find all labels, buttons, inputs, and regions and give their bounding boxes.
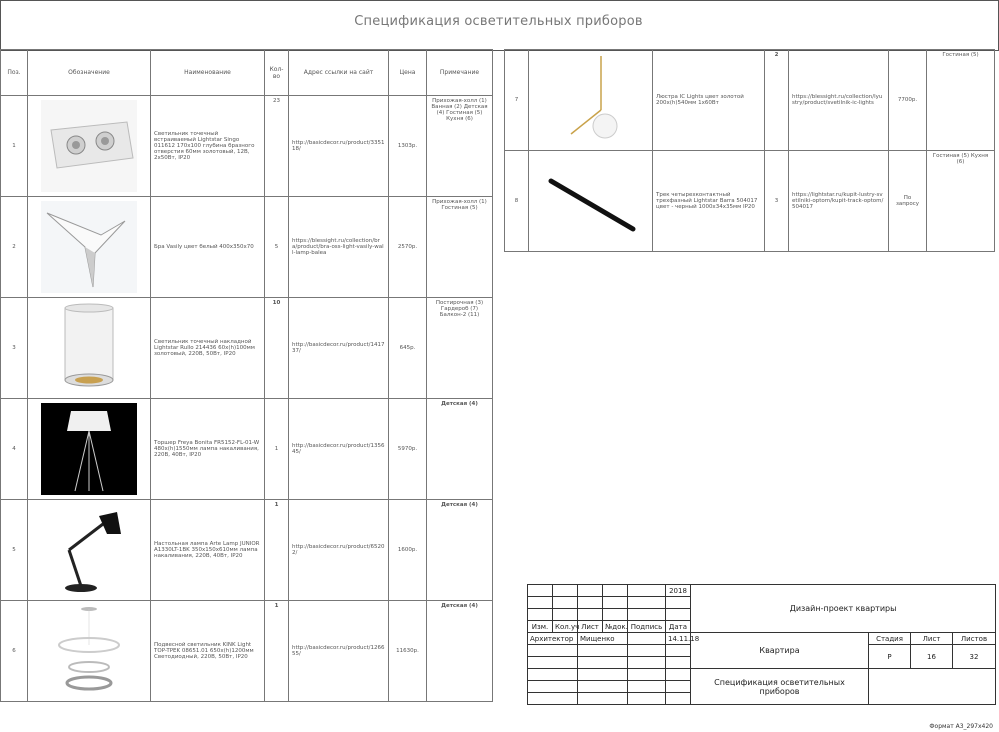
product-image-pendant-rings [28, 601, 151, 702]
row-pos: 3 [1, 298, 28, 399]
cylinder-lamp-image [41, 302, 137, 394]
row-note: Детская (4) [427, 601, 493, 702]
row-note: Детская (4) [427, 500, 493, 601]
stamp-label-list: Лист [578, 621, 603, 633]
row-pos: 4 [1, 399, 28, 500]
row-qty: 1 [265, 399, 289, 500]
stamp-label-izm: Изм. [528, 621, 553, 633]
stamp-sheets-label: Листов [953, 633, 996, 645]
product-image-track [529, 151, 653, 252]
product-image-floor-lamp [28, 399, 151, 500]
downlight-image [41, 100, 137, 192]
row-pos: 6 [1, 601, 28, 702]
product-image-ceiling-cylinder [28, 298, 151, 399]
row-qty: 10 [265, 298, 289, 399]
title-block [527, 584, 996, 705]
stamp-date: 14.11.18 [666, 633, 691, 645]
row-note: Гостиная (5) [927, 50, 995, 151]
row-qty: 1 [265, 500, 289, 601]
stamp-label-podpis: Подпись [628, 621, 666, 633]
header-note: Примечание [427, 50, 493, 96]
row-note: Постирочная (3) Гардероб (7) Балкон-2 (11) [427, 298, 493, 399]
stamp-project: Дизайн-проект квартиры [691, 585, 996, 633]
row-price: 5970р. [389, 399, 427, 500]
row-note: Детская (4) [427, 399, 493, 500]
table-row [1, 96, 493, 197]
row-price: 1303р. [389, 96, 427, 197]
table-row [1, 500, 493, 601]
table-row [1, 601, 493, 702]
row-name: Бра Vasily цвет белый 400х350х70 [151, 197, 265, 298]
row-url[interactable]: https://blessight.ru/collection/lyustry/product/svetilnik-ic-lights [789, 50, 889, 151]
row-pos: 5 [1, 500, 28, 601]
header-url: Адрес ссылки на сайт [289, 50, 389, 96]
row-qty: 5 [265, 197, 289, 298]
row-note: Прихожая-холл (1) Гостиная (5) [427, 197, 493, 298]
ring-pendant-image [41, 605, 137, 697]
row-price: По запросу [889, 151, 927, 252]
row-name: Трек четырехконтактный трехфазный Lightstar Barra 504017 цвет - черный 1000х34х35мм IP20 [653, 151, 765, 252]
stamp-stage-label: Стадия [869, 633, 911, 645]
row-url[interactable]: http://basicdecor.ru/product/135645/ [289, 399, 389, 500]
product-image-wall-lamp [28, 197, 151, 298]
row-url[interactable]: http://basicdecor.ru/product/65202/ [289, 500, 389, 601]
globe-pendant-image [543, 54, 639, 146]
row-qty: 23 [265, 96, 289, 197]
table-header-row [1, 50, 493, 96]
header-qty: Кол-во [265, 50, 289, 96]
row-pos: 8 [505, 151, 529, 252]
track-rail-image [543, 155, 639, 247]
row-name: Настольная лампа Arte Lamp JUNIOR A1330LT-1BK 350х150х610мм лампа накаливания, 220В, 40Вт, IP20 [151, 500, 265, 601]
row-pos: 7 [505, 50, 529, 151]
header-image: Обозначение [28, 50, 151, 96]
row-name: Торшер Freya Bonita FR5152-FL-01-W 480х(h)1550мм лампа накаливания, 220В, 40Вт, IP20 [151, 399, 265, 500]
floor-lamp-image [41, 403, 137, 495]
table-row [505, 151, 995, 252]
row-price: 1600р. [389, 500, 427, 601]
stamp-sheets: 32 [953, 645, 996, 669]
table-row [1, 197, 493, 298]
row-pos: 2 [1, 197, 28, 298]
stamp-stage: Р [869, 645, 911, 669]
row-note: Прихожая-холл (1) Ванная (2) Детская (4) Гостиная (5) Кухня (6) [427, 96, 493, 197]
row-price: 7700р. [889, 50, 927, 151]
wall-lamp-image [41, 201, 137, 293]
desk-lamp-image [41, 504, 137, 596]
row-pos: 1 [1, 96, 28, 197]
page-title: Спецификация осветительных приборов [354, 14, 643, 29]
header-price: Цена [389, 50, 427, 96]
stamp-person: Мищенко [578, 633, 628, 645]
format-note: Формат А3_297х420 [929, 723, 993, 730]
stamp-role: Архитектор [528, 633, 578, 645]
row-note: Гостиная (5) Кухня (6) [927, 151, 995, 252]
product-image-desk-lamp [28, 500, 151, 601]
header-pos: Поз. [1, 50, 28, 96]
stamp-label-ndok: №док. [603, 621, 628, 633]
row-price: 645р. [389, 298, 427, 399]
stamp-sheet-title: Спецификация осветительных приборов [691, 669, 869, 705]
product-image-globe-pendant [529, 50, 653, 151]
row-price: 2570р. [389, 197, 427, 298]
spec-table-left [0, 49, 493, 702]
stamp-label-date: Дата [666, 621, 691, 633]
row-url[interactable]: https://blessight.ru/collection/bra/product/bra-oss-light-vasily-wall-lamp-balea [289, 197, 389, 298]
row-name: Подвесной светильник KINK Light TOP-TPEK 08651.01 650х(h)1200мм Светодиодный, 220В, 50Вт, IP20 [151, 601, 265, 702]
row-qty: 3 [765, 151, 789, 252]
stamp-sheet: 16 [911, 645, 953, 669]
table-row [1, 399, 493, 500]
stamp-object: Квартира [691, 633, 869, 669]
header-name: Наименование [151, 50, 265, 96]
stamp-sheet-label: Лист [911, 633, 953, 645]
row-name: Люстра IC Lights цвет золотой 200х(h)540мм 1х60Вт [653, 50, 765, 151]
stamp-year: 2018 [666, 585, 691, 597]
row-qty: 2 [765, 50, 789, 151]
row-price: 11630р. [389, 601, 427, 702]
row-url[interactable]: https://lightstar.ru/kupit-lustry-svetilniki-optom/kupit-track-optom/504017 [789, 151, 889, 252]
product-image-downlight [28, 96, 151, 197]
spec-table-right [504, 49, 995, 252]
row-url[interactable]: http://basicdecor.ru/product/335118/ [289, 96, 389, 197]
table-row [505, 50, 995, 151]
stamp-label-koluch: Кол.уч [553, 621, 578, 633]
row-name: Светильник точечный накладной Lightstar Rullo 214436 60х(h)100мм золотовый, 220В, 50Вт, IP20 [151, 298, 265, 399]
row-qty: 1 [265, 601, 289, 702]
row-url[interactable]: http://basicdecor.ru/product/141737/ [289, 298, 389, 399]
table-row [1, 298, 493, 399]
row-name: Светильник точечный встраиваемый Lightstar Singo 011612 170х100 глубина бразного отверстия 60мм золотовый, 12В, 2х50Вт, IP20 [151, 96, 265, 197]
row-url[interactable]: http://basicdecor.ru/product/126655/ [289, 601, 389, 702]
